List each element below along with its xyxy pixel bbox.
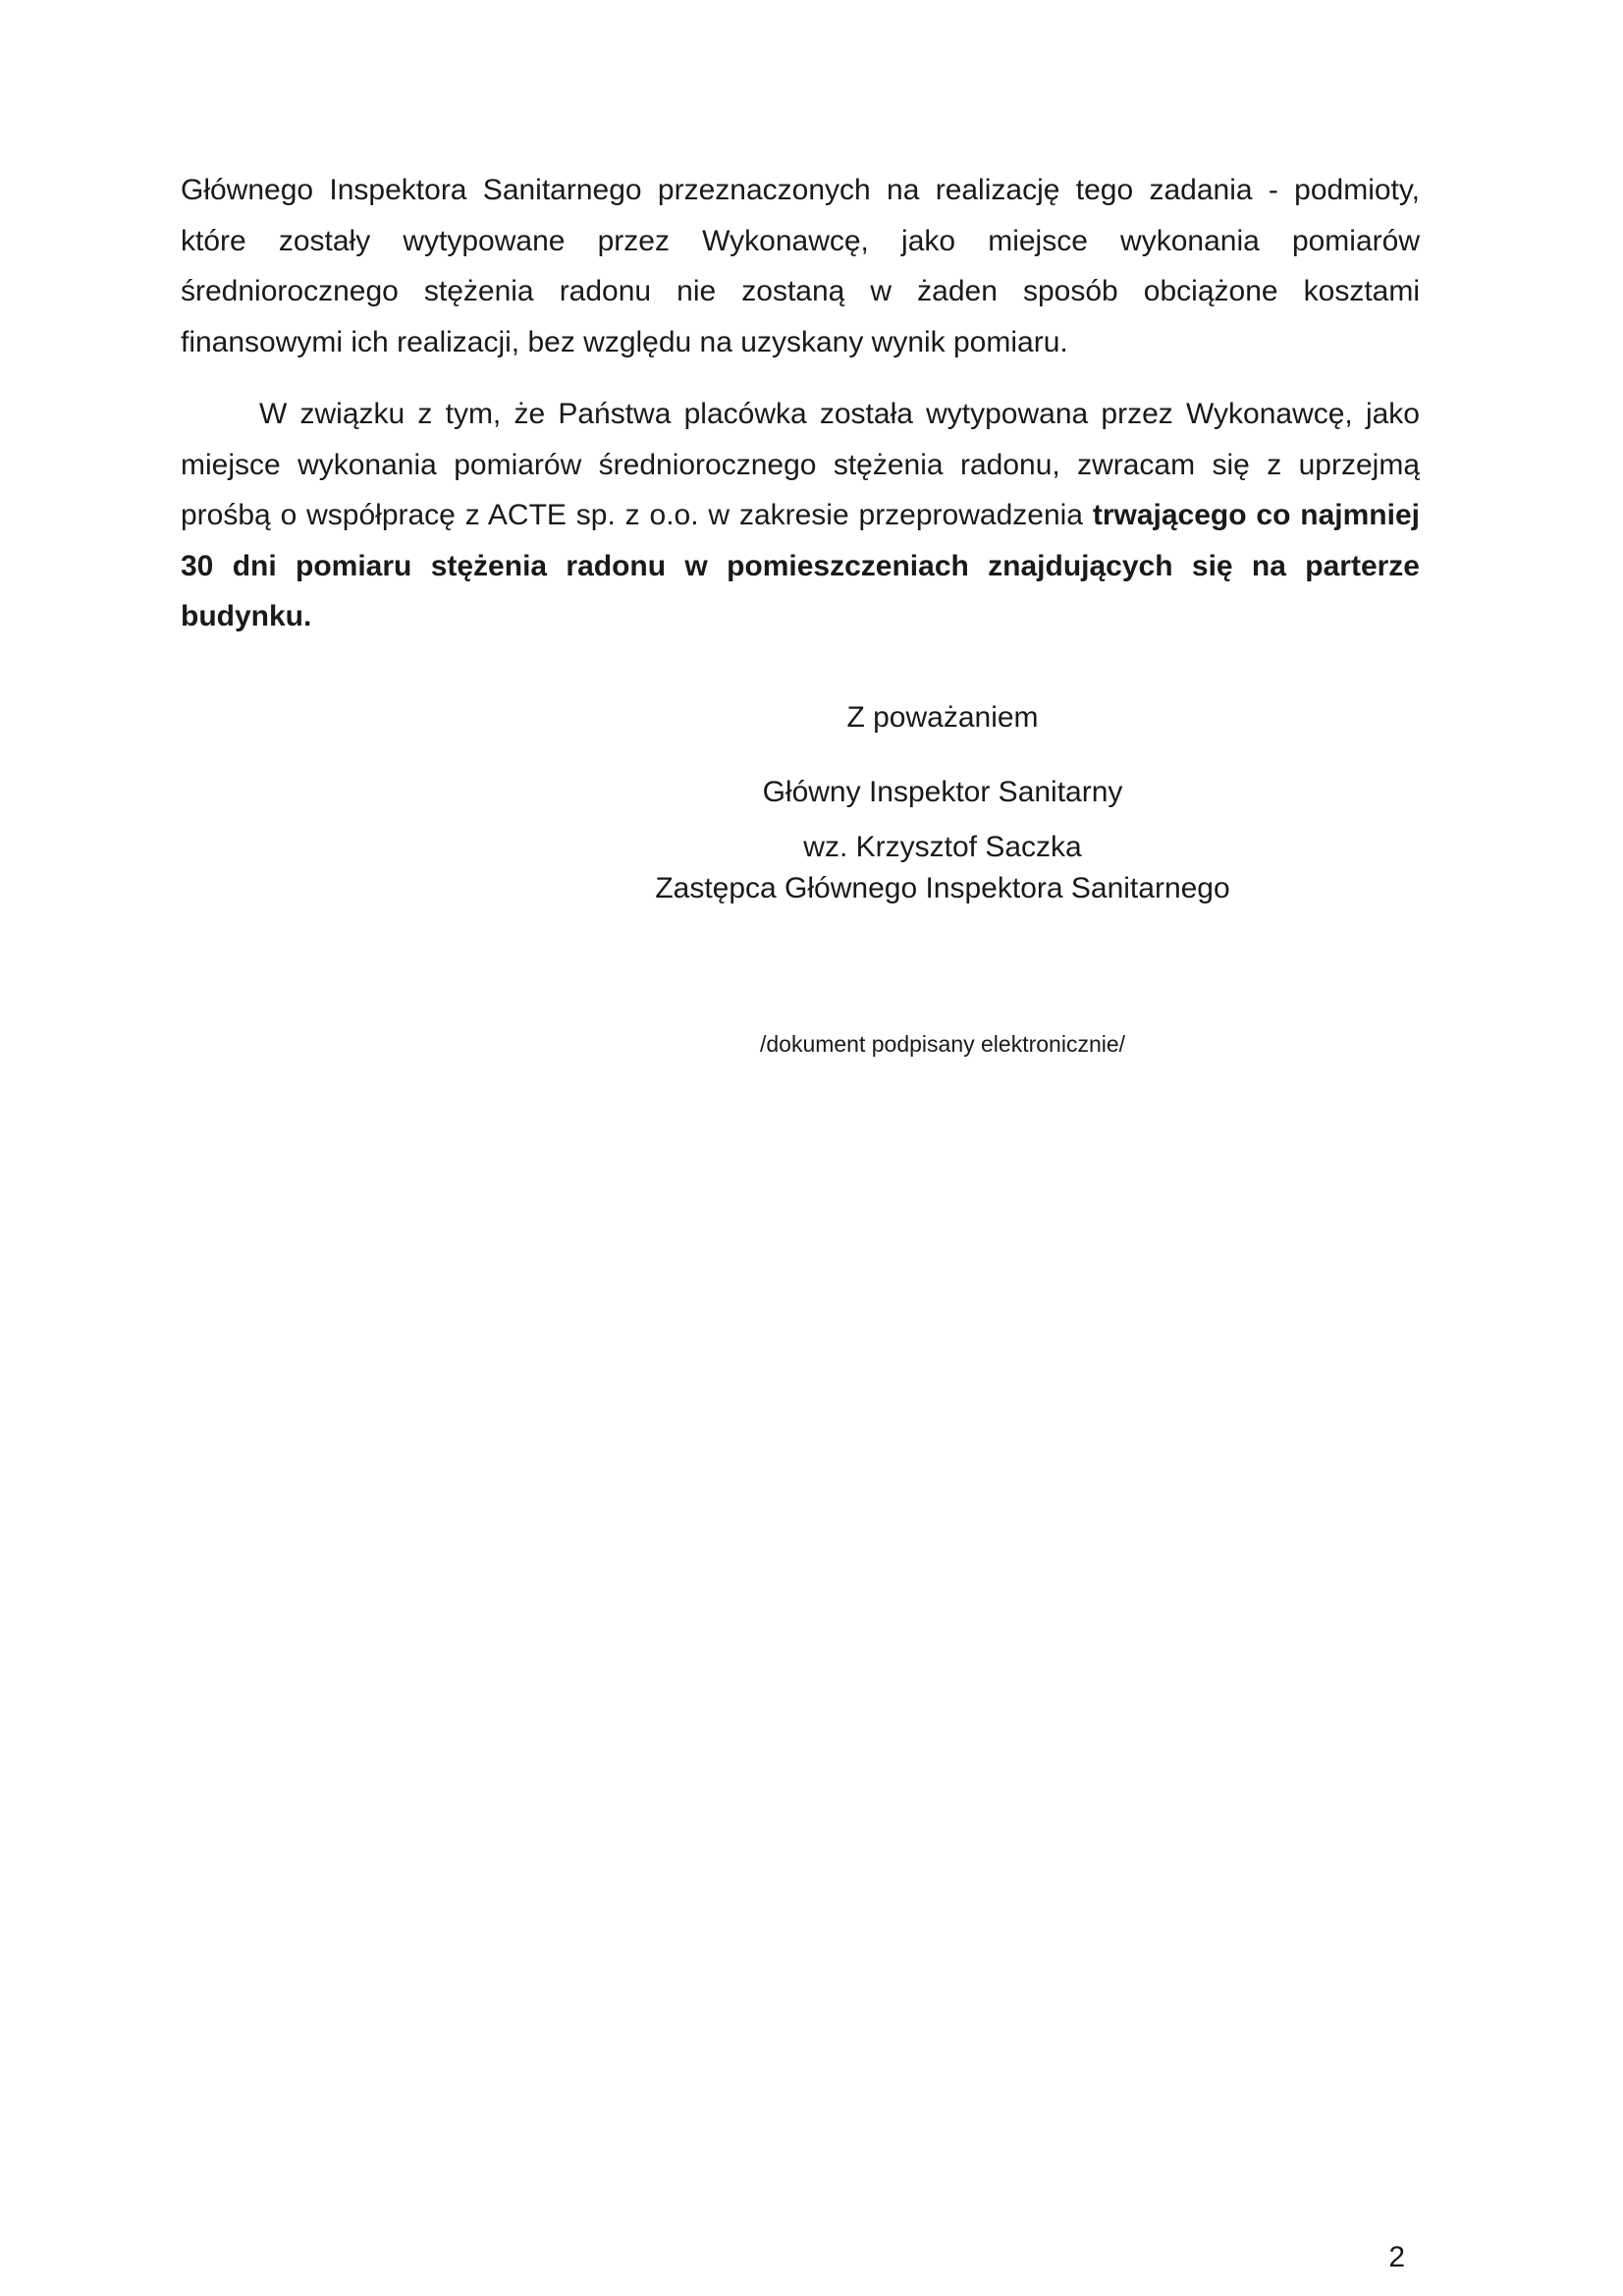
signatory-title: Główny Inspektor Sanitarny xyxy=(762,776,1123,808)
signatory-name: wz. Krzysztof Saczka xyxy=(803,831,1082,863)
page-number: 2 xyxy=(1388,2241,1405,2273)
body-paragraph-2 xyxy=(181,389,1420,642)
body-paragraph-1: Głównego Inspektora Sanitarnego przeznaczonych na realizację tego zadania - podmioty, które zostały wytypowane przez Wykonawcę, jako miejsce wykonania pomiarów średniorocznego stężenia radonu nie zostaną w żaden sposób obciążone kosztami finansowymi ich realizacji, bez względu na uzyskany wynik pomiaru. xyxy=(181,174,1420,358)
paragraph-2-regular-text: W związku z tym, że Państwa placówka została wytypowana przez Wykonawcę, jako miejsce wykonania pomiarów średniorocznego stężenia radonu, zwracam się z uprzejmą prośbą o współpracę z ACTE sp. z o.o. w zakresie przeprowadzenia xyxy=(181,398,1420,531)
electronic-signature-note: /dokument podpisany elektronicznie/ xyxy=(759,1031,1126,1057)
signatory-role: Zastępca Głównego Inspektora Sanitarnego xyxy=(655,872,1230,904)
paragraph-2-bold-text: trwającego co najmniej 30 dni pomiaru stężenia radonu w pomieszczeniach znajdujących się na parterze budynku. xyxy=(181,499,1420,632)
closing-greeting: Z poważaniem xyxy=(846,701,1039,734)
